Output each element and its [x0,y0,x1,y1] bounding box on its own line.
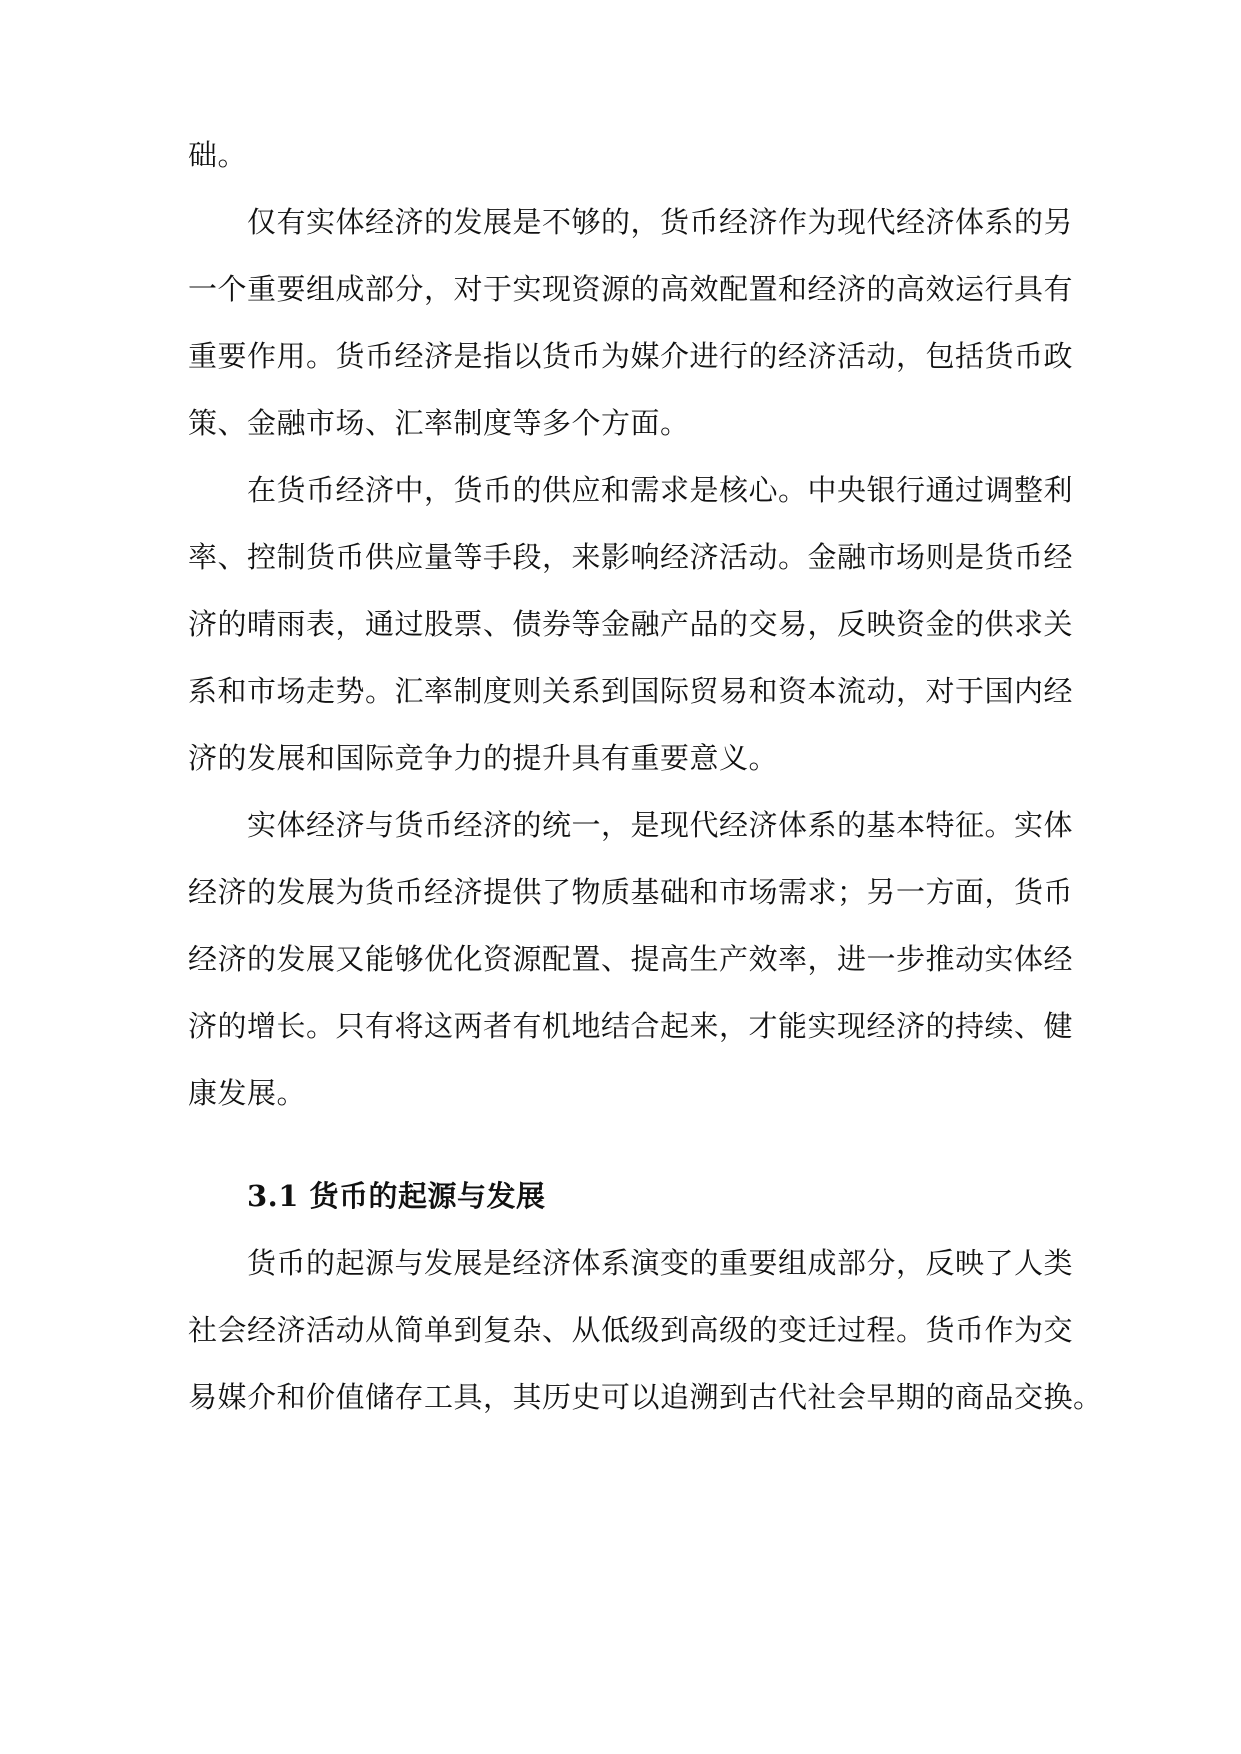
paragraph-line: 易媒介和价值储存工具，其历史可以追溯到古代社会早期的商品交换。 [188,1380,1103,1414]
paragraph-line: 率、控制货币供应量等手段，来影响经济活动。金融市场则是货币经 [188,540,1074,574]
paragraph-line: 货币的起源与发展是经济体系演变的重要组成部分，反映了人类 [247,1246,1074,1280]
paragraph-line: 济的晴雨表，通过股票、债券等金融产品的交易，反映资金的供求关 [188,607,1074,641]
paragraph-line: 社会经济活动从简单到复杂、从低级到高级的变迁过程。货币作为交 [188,1313,1074,1347]
paragraph-line: 仅有实体经济的发展是不够的，货币经济作为现代经济体系的另 [247,205,1074,239]
paragraph-line: 康发展。 [188,1076,307,1110]
paragraph-line: 系和市场走势。汇率制度则关系到国际贸易和资本流动，对于国内经 [188,674,1074,708]
paragraph-line: 重要作用。货币经济是指以货币为媒介进行的经济活动，包括货币政 [188,339,1074,373]
section-heading: 3.1 货币的起源与发展 [247,1179,546,1213]
paragraph-line: 经济的发展又能够优化资源配置、提高生产效率，进一步推动实体经 [188,942,1074,976]
paragraph-line: 经济的发展为货币经济提供了物质基础和市场需求；另一方面，货币 [188,875,1074,909]
paragraph-line: 策、金融市场、汇率制度等多个方面。 [188,406,690,440]
paragraph-line: 济的发展和国际竞争力的提升具有重要意义。 [188,741,779,775]
paragraph-line: 一个重要组成部分，对于实现资源的高效配置和经济的高效运行具有 [188,272,1074,306]
paragraph-line: 实体经济与货币经济的统一，是现代经济体系的基本特征。实体 [247,808,1074,842]
paragraph-line: 济的增长。只有将这两者有机地结合起来，才能实现经济的持续、健 [188,1009,1074,1043]
paragraph-line: 在货币经济中，货币的供应和需求是核心。中央银行通过调整利 [247,473,1074,507]
paragraph-line: 础。 [188,138,248,172]
